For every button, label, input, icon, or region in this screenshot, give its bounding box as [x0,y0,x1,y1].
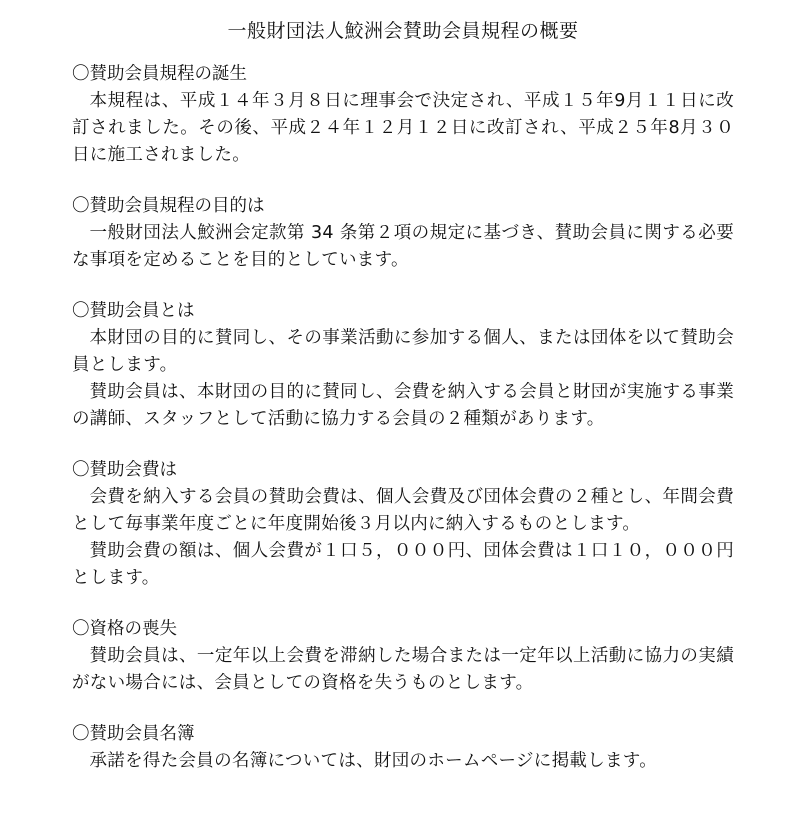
section-heading: 〇賛助会員規程の誕生 [72,64,247,84]
section-paragraph: 賛助会費の額は、個人会費が１口５，０００円、団体会費は１口１０，０００円とします。 [72,541,734,588]
section-loss-of-status [72,616,734,697]
section-paragraph: 本財団の目的に賛同し、その事業活動に参加する個人、または団体を以て賛助会員とします。 [72,328,734,375]
section-heading: 〇賛助会員規程の目的は [72,196,265,216]
document-title: 一般財団法人鮫洲会賛助会員規程の概要 [227,20,579,42]
section-heading: 〇賛助会費は [72,460,177,480]
section-definition [72,298,734,433]
section-paragraph: 本規程は、平成１４年３月８日に理事会で決定され、平成１５年9月１１日に改訂されました。その後、平成２４年１２月１２日に改訂され、平成２５年8月３０日に施工されました。 [72,91,734,165]
section-origin [72,61,734,169]
section-paragraph: 賛助会員は、一定年以上会費を滞納した場合または一定年以上活動に協力の実績がない場合には、会員としての資格を失うものとします。 [72,646,734,693]
section-heading: 〇賛助会員名簿 [72,724,195,744]
section-paragraph: 賛助会員は、本財団の目的に賛同し、会費を納入する会員と財団が実施する事業の講師、スタッフとして活動に協力する会員の２種類があります。 [72,382,734,429]
section-fees [72,457,734,592]
section-paragraph: 一般財団法人鮫洲会定款第 34 条第２項の規定に基づき、賛助会員に関する必要な事項を定めることを目的としています。 [72,223,734,270]
section-paragraph: 会費を納入する会員の賛助会費は、個人会費及び団体会費の２種とし、年間会費として毎事業年度ごとに年度開始後３月以内に納入するものとします。 [72,487,734,534]
section-heading: 〇賛助会員とは [72,301,195,321]
section-purpose [72,193,734,274]
section-heading: 〇資格の喪失 [72,619,177,639]
section-paragraph: 承諾を得た会員の名簿については、財団のホームページに掲載します。 [89,751,657,771]
section-member-list [72,721,734,775]
